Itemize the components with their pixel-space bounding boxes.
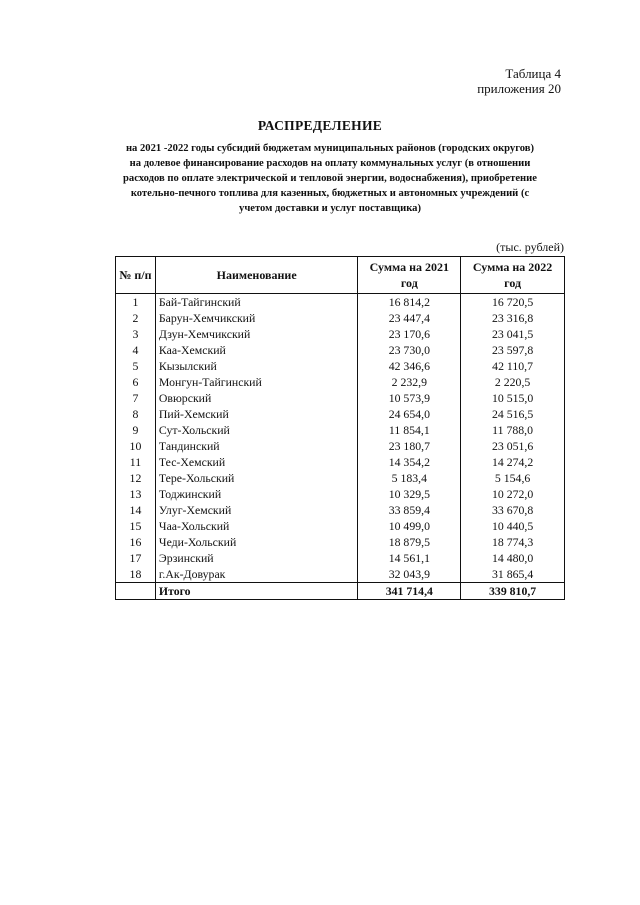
subtitle-line: расходов по оплате электрической и тепловой энергии, водоснабжения), приобретение <box>123 173 537 184</box>
row-name-cell: Тере-Хольский <box>155 470 358 486</box>
row-sum-2022-cell: 18 774,3 <box>461 534 565 550</box>
row-sum-2021-cell: 5 183,4 <box>358 470 461 486</box>
subtitle-line: учетом доставки и услуг поставщика) <box>239 203 421 214</box>
row-name-cell: Тоджинский <box>155 486 358 502</box>
row-name-cell: Чеди-Хольский <box>155 534 358 550</box>
row-sum-2021-cell: 10 573,9 <box>358 390 461 406</box>
row-sum-2021-cell: 42 346,6 <box>358 358 461 374</box>
header-name: Наименование <box>155 257 358 294</box>
row-num-cell: 2 <box>116 310 156 326</box>
row-name-cell: Кызылский <box>155 358 358 374</box>
table-row <box>116 390 565 406</box>
row-num-cell: 10 <box>116 438 156 454</box>
row-name-cell: Тандинский <box>155 438 358 454</box>
row-sum-2022-cell: 5 154,6 <box>461 470 565 486</box>
row-sum-2021-cell: 23 180,7 <box>358 438 461 454</box>
total-sum-2021: 341 714,4 <box>358 583 461 600</box>
row-sum-2022-cell: 23 051,6 <box>461 438 565 454</box>
row-num-cell: 5 <box>116 358 156 374</box>
row-sum-2021-cell: 10 499,0 <box>358 518 461 534</box>
row-name-cell: Монгун-Тайгинский <box>155 374 358 390</box>
table-row <box>116 502 565 518</box>
row-num-cell: 4 <box>116 342 156 358</box>
row-name-cell: Каа-Хемский <box>155 342 358 358</box>
table-row <box>116 438 565 454</box>
row-name-cell: г.Ак-Довурак <box>155 566 358 583</box>
total-num-cell <box>116 583 156 600</box>
row-num-cell: 1 <box>116 294 156 311</box>
table-header-row <box>116 257 565 294</box>
row-num-cell: 17 <box>116 550 156 566</box>
row-sum-2022-cell: 11 788,0 <box>461 422 565 438</box>
row-sum-2021-cell: 23 447,4 <box>358 310 461 326</box>
table-row <box>116 406 565 422</box>
table-row <box>116 326 565 342</box>
header-num: № п/п <box>116 257 156 294</box>
row-name-cell: Барун-Хемчикский <box>155 310 358 326</box>
total-label: Итого <box>155 583 358 600</box>
row-sum-2022-cell: 33 670,8 <box>461 502 565 518</box>
row-sum-2022-cell: 31 865,4 <box>461 566 565 583</box>
table-row <box>116 374 565 390</box>
row-name-cell: Бай-Тайгинский <box>155 294 358 311</box>
distribution-table <box>115 256 565 600</box>
row-name-cell: Эрзинский <box>155 550 358 566</box>
table-row <box>116 422 565 438</box>
row-num-cell: 16 <box>116 534 156 550</box>
row-sum-2021-cell: 18 879,5 <box>358 534 461 550</box>
row-sum-2022-cell: 10 515,0 <box>461 390 565 406</box>
row-sum-2021-cell: 11 854,1 <box>358 422 461 438</box>
table-reference <box>477 66 561 96</box>
table-row <box>116 486 565 502</box>
row-sum-2021-cell: 33 859,4 <box>358 502 461 518</box>
row-sum-2022-cell: 24 516,5 <box>461 406 565 422</box>
row-sum-2022-cell: 2 220,5 <box>461 374 565 390</box>
table-row <box>116 470 565 486</box>
row-name-cell: Дзун-Хемчикский <box>155 326 358 342</box>
subtitle-line: на долевое финансирование расходов на оплату коммунальных услуг (в отношении <box>129 158 531 169</box>
row-sum-2021-cell: 23 170,6 <box>358 326 461 342</box>
row-name-cell: Чаа-Хольский <box>155 518 358 534</box>
document-subtitle <box>110 141 550 216</box>
row-num-cell: 15 <box>116 518 156 534</box>
table-body <box>116 294 565 600</box>
table-row <box>116 518 565 534</box>
row-num-cell: 13 <box>116 486 156 502</box>
row-sum-2022-cell: 42 110,7 <box>461 358 565 374</box>
subtitle-line: на 2021 -2022 годы субсидий бюджетам муниципальных районов (городских округов) <box>125 143 535 154</box>
row-sum-2021-cell: 32 043,9 <box>358 566 461 583</box>
row-sum-2022-cell: 14 480,0 <box>461 550 565 566</box>
row-sum-2021-cell: 24 654,0 <box>358 406 461 422</box>
row-sum-2021-cell: 2 232,9 <box>358 374 461 390</box>
table-row <box>116 534 565 550</box>
row-sum-2022-cell: 14 274,2 <box>461 454 565 470</box>
row-num-cell: 12 <box>116 470 156 486</box>
row-num-cell: 3 <box>116 326 156 342</box>
row-sum-2021-cell: 16 814,2 <box>358 294 461 311</box>
row-name-cell: Улуг-Хемский <box>155 502 358 518</box>
row-num-cell: 8 <box>116 406 156 422</box>
row-num-cell: 11 <box>116 454 156 470</box>
row-sum-2022-cell: 23 041,5 <box>461 326 565 342</box>
row-sum-2022-cell: 10 440,5 <box>461 518 565 534</box>
row-num-cell: 9 <box>116 422 156 438</box>
document-title: РАСПРЕДЕЛЕНИЕ <box>257 118 383 133</box>
row-name-cell: Тес-Хемский <box>155 454 358 470</box>
row-sum-2022-cell: 16 720,5 <box>461 294 565 311</box>
table-number: Таблица 4 <box>505 66 561 81</box>
appendix-number: приложения 20 <box>477 81 561 96</box>
table-row <box>116 342 565 358</box>
row-sum-2022-cell: 23 316,8 <box>461 310 565 326</box>
table-row <box>116 358 565 374</box>
total-sum-2022: 339 810,7 <box>461 583 565 600</box>
row-sum-2022-cell: 23 597,8 <box>461 342 565 358</box>
table-row <box>116 294 565 311</box>
row-sum-2022-cell: 10 272,0 <box>461 486 565 502</box>
table-row <box>116 550 565 566</box>
row-sum-2021-cell: 14 561,1 <box>358 550 461 566</box>
row-sum-2021-cell: 23 730,0 <box>358 342 461 358</box>
row-name-cell: Овюрский <box>155 390 358 406</box>
header-sum-2021: Сумма на 2021 год <box>358 257 461 294</box>
row-num-cell: 6 <box>116 374 156 390</box>
row-name-cell: Сут-Хольский <box>155 422 358 438</box>
unit-label: (тыс. рублей) <box>496 240 564 254</box>
row-num-cell: 18 <box>116 566 156 583</box>
row-num-cell: 14 <box>116 502 156 518</box>
total-row <box>116 583 565 600</box>
table-row <box>116 454 565 470</box>
subtitle-line: котельно-печного топлива для казенных, бюджетных и автономных учреждений (с <box>130 188 530 199</box>
row-sum-2021-cell: 14 354,2 <box>358 454 461 470</box>
row-sum-2021-cell: 10 329,5 <box>358 486 461 502</box>
table-row <box>116 566 565 583</box>
header-sum-2022: Сумма на 2022 год <box>461 257 565 294</box>
table-row <box>116 310 565 326</box>
row-num-cell: 7 <box>116 390 156 406</box>
row-name-cell: Пий-Хемский <box>155 406 358 422</box>
